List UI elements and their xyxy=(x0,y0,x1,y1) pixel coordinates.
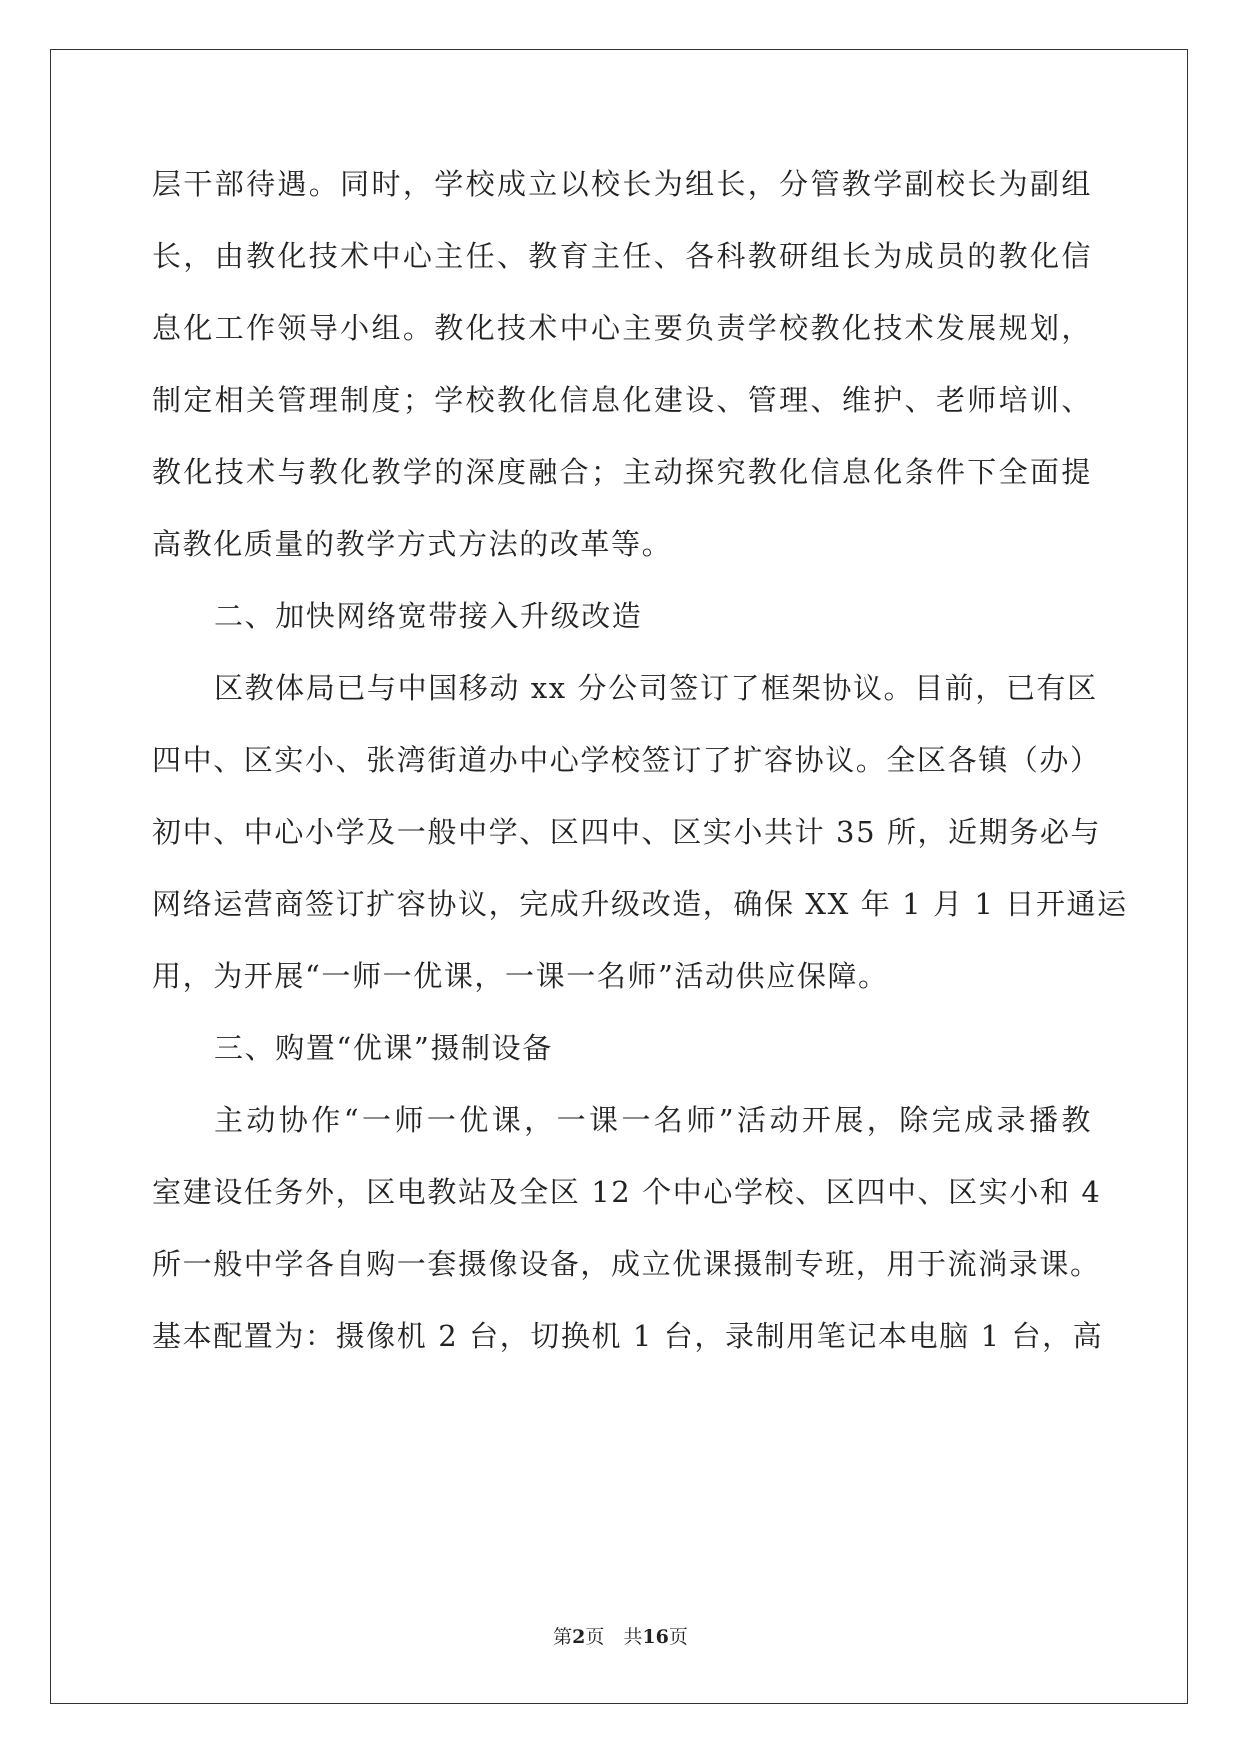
document-body xyxy=(152,148,1128,1372)
text-line: 用，为开展“一师一优课，一课一名师”活动供应保障。 xyxy=(152,959,889,993)
total-pages-number: 16 xyxy=(642,1626,669,1648)
text-line: 区教体局已与中国移动 xx 分公司签订了框架协议。目前，已有区 xyxy=(214,671,1098,705)
current-page-number: 2 xyxy=(572,1626,586,1648)
page-footer xyxy=(0,1622,1241,1649)
text-line: 教化技术与教化教学的深度融合；主动探究教化信息化条件下全面提 xyxy=(152,455,1092,489)
text-line: 制定相关管理制度；学校教化信息化建设、管理、维护、老师培训、 xyxy=(152,383,1092,417)
text-line: 基本配置为：摄像机 2 台，切换机 1 台，录制用笔记本电脑 1 台，高 xyxy=(152,1319,1104,1353)
footer-prefix: 第 xyxy=(553,1626,573,1648)
text-line: 长，由教化技术中心主任、教育主任、各科教研组长为成员的教化信 xyxy=(152,239,1092,273)
text-line: 网络运营商签订扩容协议，完成升级改造，确保 XX 年 1 月 1 日开通运 xyxy=(152,887,1128,921)
text-line: 二、加快网络宽带接入升级改造 xyxy=(214,599,643,633)
text-line: 息化工作领导小组。教化技术中心主要负责学校教化技术发展规划， xyxy=(152,311,1092,345)
text-line: 所一般中学各自购一套摄像设备，成立优课摄制专班，用于流淌录课。 xyxy=(152,1247,1101,1281)
footer-total-suffix: 页 xyxy=(668,1626,688,1648)
text-line: 主动协作“一师一优课，一课一名师”活动开展，除完成录播教 xyxy=(214,1103,1092,1137)
text-line: 四中、区实小、张湾街道办中心学校签订了扩容协议。全区各镇（办） xyxy=(152,743,1101,777)
text-line: 层干部待遇。同时，学校成立以校长为组长，分管教学副校长为副组 xyxy=(152,167,1092,201)
text-line: 高教化质量的教学方式方法的改革等。 xyxy=(152,527,673,561)
text-line: 室建设任务外，区电教站及全区 12 个中心学校、区四中、区实小和 4 xyxy=(152,1175,1102,1209)
text-line: 三、购置“优课”摄制设备 xyxy=(214,1031,553,1065)
text-line: 初中、中心小学及一般中学、区四中、区实小共计 35 所，近期务必与 xyxy=(152,815,1102,849)
footer-page-suffix: 页 共 xyxy=(585,1626,643,1648)
